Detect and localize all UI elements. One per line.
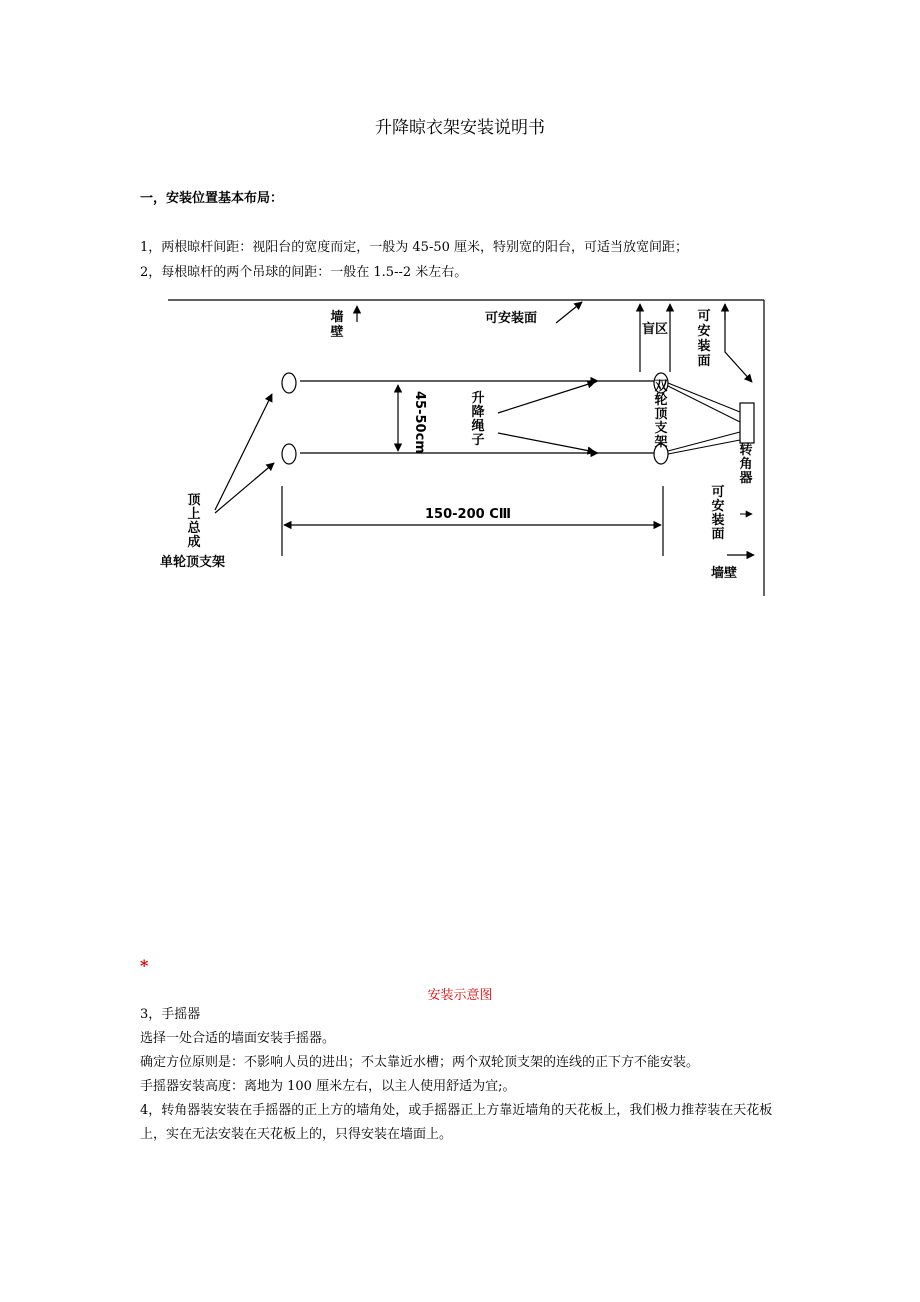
item3-line-1: 选择一处合适的墙面安装手摇器。 bbox=[140, 1031, 336, 1046]
corner-device bbox=[740, 403, 754, 443]
label-wall-bottom: 墙壁 bbox=[711, 566, 738, 581]
top-assembly-arrow-1 bbox=[215, 394, 272, 510]
label-double-wheel-support bbox=[654, 379, 668, 450]
label-corner-device bbox=[739, 442, 752, 486]
label-installable-right-top bbox=[697, 308, 710, 369]
label-installable-right-bottom-text: 可安装面 bbox=[711, 485, 725, 542]
top-assembly-arrow-2 bbox=[215, 463, 274, 513]
installable-top-arrow bbox=[556, 302, 582, 323]
label-blind-zone: 盲区 bbox=[642, 322, 669, 337]
item4-paragraph: 4，转角器装安装在手摇器的正上方的墙角处，或手摇器正上方靠近墙角的天花板上，我们极力推荐装在天花板上，实在无法安装在天花板上的，只得安装在墙面上。 bbox=[140, 1103, 773, 1142]
lift-rope-arrow-top bbox=[498, 382, 595, 413]
label-spacing: 45-50cm bbox=[412, 391, 427, 454]
label-installable-right-top-text: 可安装面 bbox=[697, 309, 711, 369]
label-lift-rope bbox=[471, 390, 484, 448]
installable-right-arrow bbox=[725, 304, 752, 382]
label-installable-right-bottom bbox=[711, 484, 724, 542]
label-single-wheel-support: 单轮顶支架 bbox=[160, 555, 226, 570]
label-length: 150-200 CⅢ bbox=[425, 507, 512, 522]
label-top-assembly-text: 顶上总成 bbox=[187, 493, 201, 550]
item3-line-3: 手摇器安装高度：离地为 100 厘米左右，以主人使用舒适为宜;。 bbox=[140, 1079, 516, 1094]
item3-title: 3，手摇器 bbox=[140, 1007, 201, 1022]
item3-line-2: 确定方位原则是：不影响人员的进出；不太靠近水槽；两个双轮顶支架的连线的正下方不能安装。 bbox=[140, 1055, 700, 1070]
single-wheel-bottom bbox=[282, 444, 296, 464]
single-wheel-top bbox=[282, 373, 296, 393]
asterisk-mark: * bbox=[140, 956, 149, 975]
label-corner-device-text: 转角器 bbox=[739, 443, 753, 486]
label-wall-top-vertical-text: 墙壁 bbox=[330, 310, 344, 340]
diagram-caption: 安装示意图 bbox=[427, 988, 493, 1003]
paragraph-line-2: 2，每根晾杆的两个吊球的间距：一般在 1.5--2 米左右。 bbox=[140, 265, 468, 280]
label-lift-rope-text: 升降绳子 bbox=[471, 391, 485, 448]
page-title: 升降晾衣架安装说明书 bbox=[375, 118, 545, 138]
label-wall-top-vertical bbox=[330, 309, 343, 340]
lift-rope-arrow-bottom bbox=[498, 433, 595, 452]
section-heading: 一，安装位置基本布局： bbox=[140, 191, 284, 206]
paragraph-line-1: 1，两根晾杆间距：视阳台的宽度而定，一般为 45-50 厘米，特别宽的阳台，可适当放宽间距； bbox=[140, 240, 689, 255]
label-double-wheel-support-text: 双轮顶支架 bbox=[654, 379, 668, 450]
label-installable-top: 可安装面 bbox=[485, 311, 538, 326]
label-top-assembly bbox=[187, 492, 201, 550]
